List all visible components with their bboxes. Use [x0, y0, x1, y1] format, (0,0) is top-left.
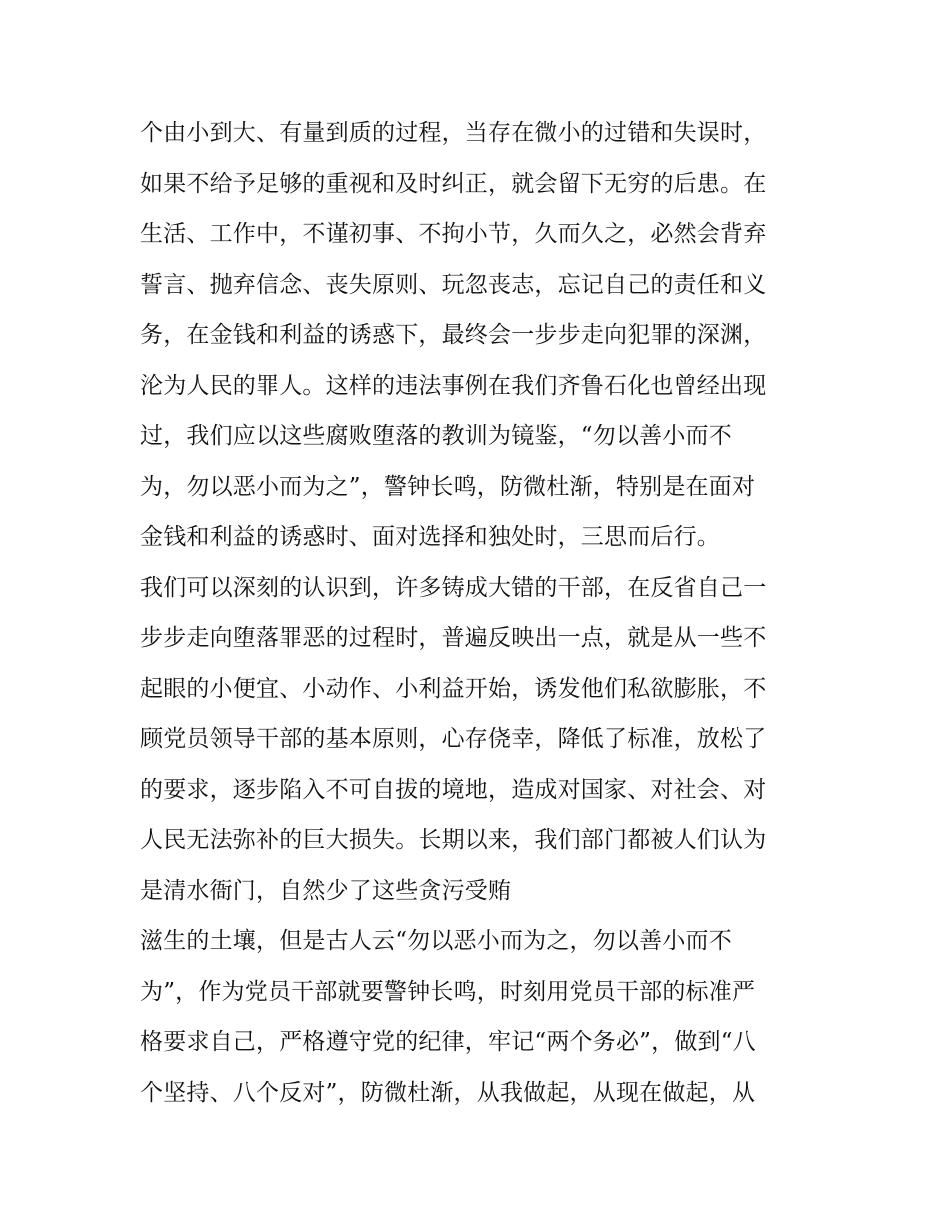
text-line: 的要求，逐步陷入不可自拔的境地，造成对国家、对社会、对 — [140, 776, 767, 803]
text-line: 格要求自己，严格遵守党的纪律，牢记“两个务必”，做到“八 — [140, 1029, 756, 1055]
text-line: 过，我们应以这些腐败堕落的教训为镜鉴，“勿以善小而不 — [140, 423, 732, 449]
text-line: 为”，作为党员干部就要警钟长鸣，时刻用党员干部的标准严 — [140, 978, 756, 1005]
text-line: 起眼的小便宜、小动作、小利益开始，诱发他们私欲膨胀，不 — [140, 675, 767, 702]
text-line: 是清水衙门，自然少了这些贪污受贿 — [140, 877, 512, 904]
text-line: 沦为人民的罪人。这样的违法事例在我们齐鲁石化也曾经出现 — [140, 372, 767, 399]
body-text — [140, 108, 830, 1118]
text-line: 步步走向堕落罪恶的过程时，普遍反映出一点，就是从一些不 — [140, 625, 767, 651]
text-line: 个由小到大、有量到质的过程，当存在微小的过错和失误时， — [140, 120, 767, 146]
text-line: 人民无法弥补的巨大损失。长期以来，我们部门都被人们认为 — [140, 827, 767, 853]
text-line: 为，勿以恶小而为之”，警钟长鸣，防微杜渐，特别是在面对 — [140, 473, 756, 500]
text-line: 务，在金钱和利益的诱惑下，最终会一步步走向犯罪的深渊， — [140, 322, 767, 348]
text-line: 生活、工作中，不谨初事、不拘小节，久而久之，必然会背弃 — [140, 221, 767, 247]
text-line: 顾党员领导干部的基本原则，心存侥幸，降低了标准，放松了 — [140, 726, 767, 752]
text-line: 个坚持、八个反对”，防微杜渐，从我做起，从现在做起，从 — [140, 1079, 756, 1106]
text-line: 金钱和利益的诱惑时、面对选择和独处时，三思而后行。 — [140, 524, 720, 550]
text-line: 誓言、抛弃信念、丧失原则、玩忽丧志，忘记自己的责任和义 — [140, 271, 767, 298]
text-line: 我们可以深刻的认识到，许多铸成大错的干部，在反省自己一 — [140, 574, 767, 601]
text-line: 如果不给予足够的重视和及时纠正，就会留下无穷的后患。在 — [140, 170, 767, 197]
text-line: 滋生的土壤，但是古人云“勿以恶小而为之，勿以善小而不 — [140, 928, 732, 954]
